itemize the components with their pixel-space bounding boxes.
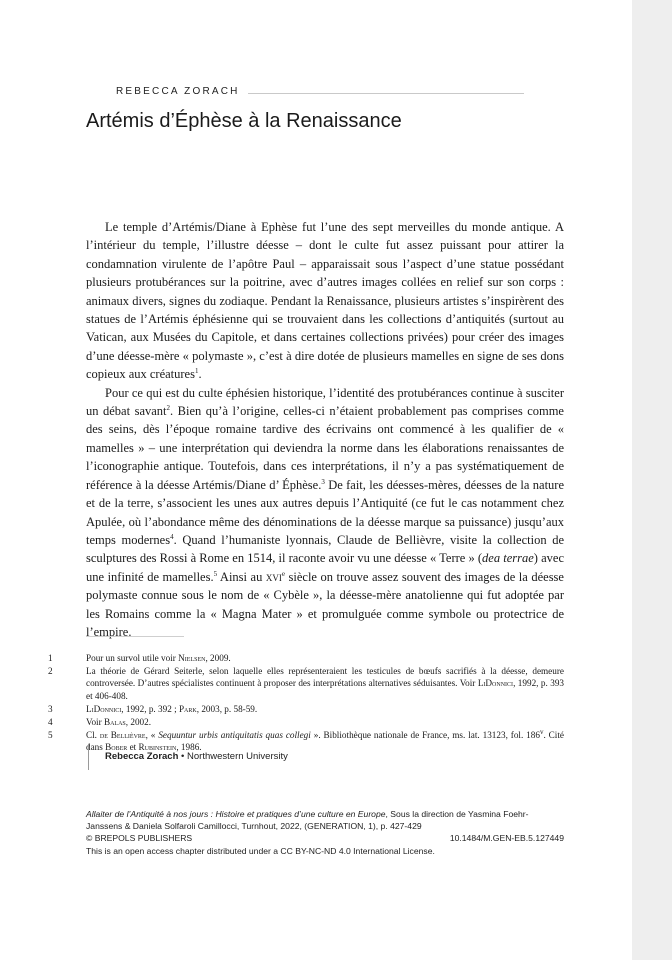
century-numeral: xvi — [265, 569, 282, 584]
page-edge-strip — [632, 0, 672, 960]
main-text — [86, 218, 564, 641]
cited-author: Park — [178, 703, 197, 714]
text-span: , 1986. — [176, 742, 202, 753]
footnote-number: 2 — [48, 666, 53, 677]
paragraph-2 — [86, 384, 564, 642]
footnote-number: 4 — [48, 717, 53, 728]
affiliation-institution: Northwestern University — [187, 751, 288, 762]
text-span: . Bien qu’à l’origine, celles-ci n’étaient probablement pas comprises comme des seins, dès l’époque romaine tardive des écrivains ont commencé à les qualifier de « mamelles » – une interprétation qui deviendra la norme dans les élaborations renaissantes de l’iconographie antique. Toutefois, dans ces interprétations, il n’y a pas systématiquement de référence à la déesse Artémis/Diane d’ Éphèse. — [86, 404, 564, 492]
text-span: ) avec une infinité de mamelles. — [86, 551, 564, 584]
footnote-number: 1 — [48, 653, 53, 663]
cited-author: de Bellièvre — [99, 730, 146, 741]
header-divider — [248, 93, 524, 94]
doi[interactable]: 10.1484/M.GEN-EB.5.127449 — [449, 833, 564, 844]
book-title: Allaiter de l’Antiquité à nos jours : Histoire et pratiques d’une culture en Europe — [86, 809, 386, 819]
publication-info — [86, 808, 564, 857]
text-span: Cl. — [86, 730, 100, 741]
cited-author: Balas — [103, 717, 126, 728]
footnote — [48, 665, 565, 702]
text-span: . Quand l’humaniste lyonnais, Claude de Bellièvre, visite la collection de sculptures des Rossi à Rome en 1514, il raconte avoir vu une déesse « Terre » ( — [86, 532, 564, 566]
citation-line — [86, 808, 564, 832]
footnote-divider — [86, 636, 184, 637]
text-span: ». Bibliothèque nationale de France, ms. lat. 13123, fol. 186 — [310, 730, 540, 741]
footnote — [48, 652, 564, 664]
footnote-ref-3[interactable]: 3 — [321, 477, 325, 486]
text-span: siècle on trouve assez souvent des images de la déesse polymaste connue sous le nom de « Cybèle », la déesse-mère anatolienne qui fut adoptée par les Romains comme la « Magna Mater » et promulguée comme symbole ou protectrice de l’empire. — [86, 569, 564, 639]
text-span: , 2003, p. 58-59. — [196, 703, 258, 714]
paragraph-1 — [86, 218, 564, 384]
copyright-row — [86, 832, 564, 844]
latin-term: dea terrae — [482, 551, 534, 566]
text-span: , 1992, p. 393 et 406-408. — [86, 678, 565, 701]
text-span: et — [127, 742, 139, 753]
manuscript-title: Sequuntur urbis antiquitatis quas collegi — [158, 730, 311, 741]
footnote-ref-2[interactable]: 2 — [166, 403, 171, 412]
footnotes — [48, 652, 565, 755]
chapter-author: REBECCA ZORACH — [116, 86, 240, 97]
cited-author: LiDonnici — [477, 678, 514, 689]
bullet-separator: • — [181, 751, 185, 762]
text-span: . Cité dans — [86, 730, 564, 753]
text-span: La théorie de Gérard Seiterle, selon laquelle elles représenteraient les testicules de bœufs sacrifiés à la déesse, demeure controversée. D’autres spécialistes continuent à proposer des interprétations alternatives séduisantes. Voir — [86, 666, 564, 689]
license: This is an open access chapter distributed under a CC BY-NC-ND 4.0 International License. — [86, 845, 435, 856]
cited-author: Nielsen — [178, 653, 206, 663]
century-suffix: e — [281, 569, 285, 578]
text-span: , « — [145, 730, 159, 741]
footnote-number: 3 — [48, 703, 53, 714]
text-span: , 2009. — [205, 653, 231, 663]
citation-details: , Sous la direction de Yasmina Foehr-Janssens & Daniela Solfaroli Camillocci, Turnhout, 2022, (GENERATION, 1), p. 427-429 — [86, 809, 529, 832]
chapter-title: Artémis d’Éphèse à la Renaissance — [86, 110, 402, 132]
footnote-number: 5 — [48, 730, 53, 741]
text-span: Ainsi au — [217, 569, 266, 584]
affiliation-author: Rebecca Zorach — [105, 751, 179, 762]
footnote-ref-1[interactable]: 1 — [194, 367, 199, 376]
footnote — [48, 703, 564, 715]
text-span: , 2002. — [125, 717, 152, 728]
text-span: Pour ce qui est du culte éphésien historique, l’identité des protubérances continue à susciter un débat savant — [86, 385, 564, 419]
cited-author: Rubinstein — [138, 742, 177, 753]
text-span: De fait, les déesses-mères, déesses de la nature et de la terre, s’associent les unes aux autres depuis l’Antiquité (ce fut le cas notamment chez Apulée, où l’abondance même des dénominations de la déesse marque sa puissance) jusqu’aux temps modernes — [86, 477, 564, 547]
footnote-ref-4[interactable]: 4 — [170, 532, 174, 541]
copyright: © BREPOLS PUBLISHERS — [86, 833, 193, 844]
cited-author: LiDonnici — [86, 703, 122, 714]
text-span: . — [198, 367, 202, 382]
cited-author: Bober — [105, 742, 128, 753]
text-span: , 1992, p. 392 ; — [121, 703, 179, 714]
text-span: Pour un survol utile voir — [86, 653, 179, 663]
footnote — [48, 716, 564, 728]
text-span: Voir — [86, 717, 104, 728]
verso-mark: v — [539, 728, 544, 737]
footnote-ref-5[interactable]: 5 — [213, 569, 218, 578]
text-span: Le temple d’Artémis/Diane à Ephèse fut l’une des sept merveilles du monde antique. A l’intérieur du temple, l’illustre déesse – dont le culte fut assez puissant pour attirer la condamnation virulente de l’apôtre Paul – apparaissait sous l’aspect d’une statue possédant plusieurs protubérances sur la poitrine, avec d’autres images collées en relief sur son corps : animaux divers, signes du zodiaque. Pendant la Renaissance, plusieurs artistes s’inspirèrent des statues de l’Artémis éphésienne qui se trouvaient dans les collections d’antiquités (surtout au Vatican, aux Musées du Capitole, et dans certaines collections privées) pour créer des images d’une déesse-mère « polymaste », c’est à dire dotée de plusieurs mamelles en signe de ses dons copieux aux créatures — [86, 220, 564, 382]
author-affiliation — [88, 744, 288, 770]
